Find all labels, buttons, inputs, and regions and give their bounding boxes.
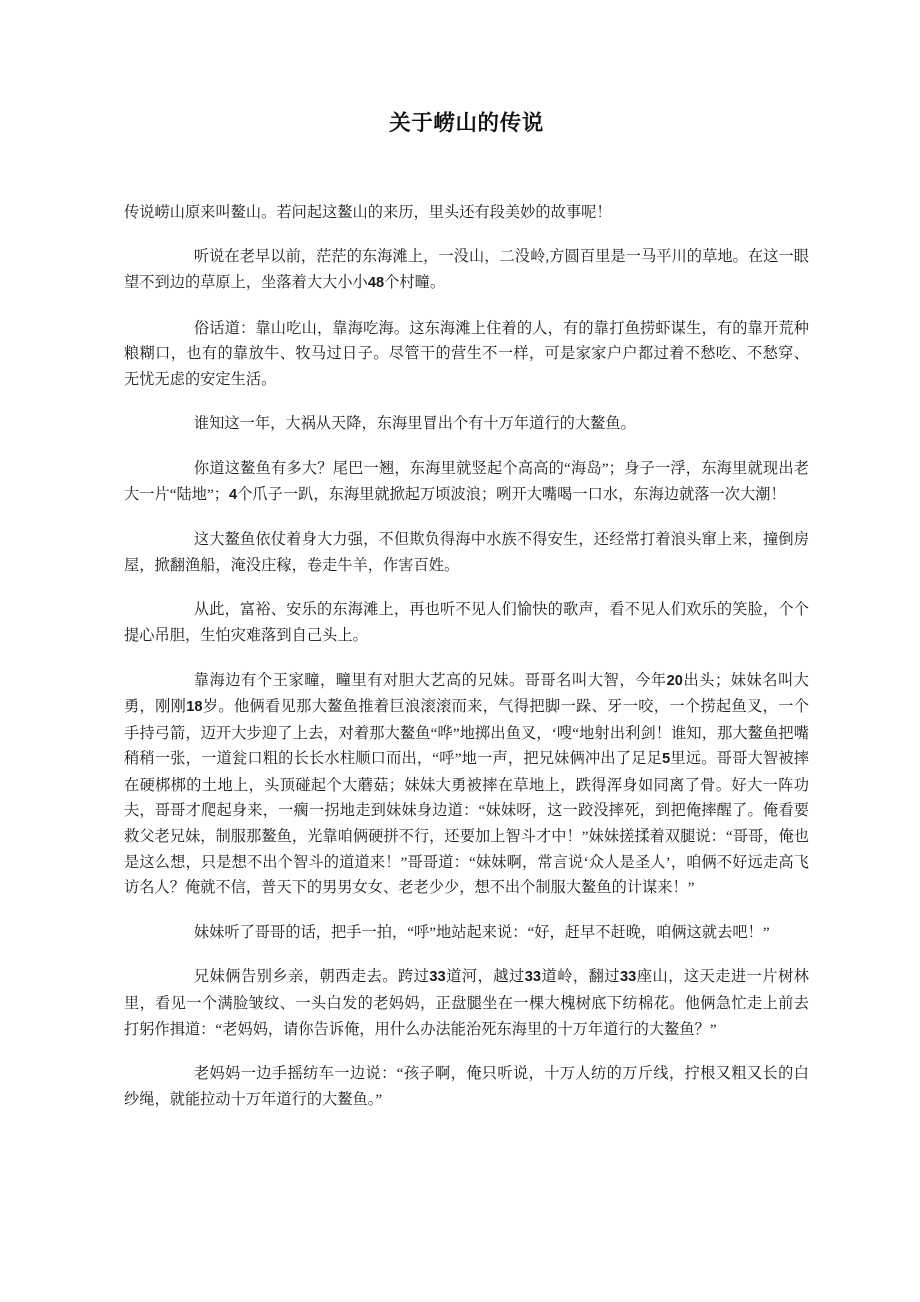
spacer — [124, 901, 809, 920]
numeral: 48 — [367, 274, 385, 291]
spacer — [124, 297, 809, 316]
spacer — [124, 508, 809, 527]
numeral: 4 — [229, 486, 238, 503]
spacer — [124, 945, 809, 964]
spacer — [124, 649, 809, 668]
paragraph-8: 靠海边有个王家疃，疃里有对胆大艺高的兄妹。哥哥名叫大智，今年20出头；妹妹名叫大勇，刚刚18岁。他俩看见那大鳌鱼推着巨浪滚滚而来，气得把脚一跺、牙一咬，一个捞起鱼叉，一个手持弓箭，迈开大步迎了上去，对着那大鳌鱼“哗”地掷出鱼叉，‘嗖“地射出利剑！谁知，那大鳌鱼把嘴稍稍一张，一道瓮口粗的长长水柱顺口而出，“呼”地一声，把兄妹俩冲出了足足5里远。哥哥大智被摔在硬梆梆的土地上，头顶碰起个大蘑菇；妹妹大勇被摔在草地上，跌得浑身如同离了骨。好大一阵功夫，哥哥才爬起身来，一瘸一拐地走到妹妹身边道：“妹妹呀，这一跤没摔死，到把俺摔醒了。俺看要救父老兄妹，制服那鳌鱼，光靠咱俩硬拼不行，还要加上智斗才中！”妹妹搓揉着双腿说：“哥哥，俺也是这么想，只是想不出个智斗的道道来！”哥哥道：“妹妹啊，常言说‘众人是圣人’，咱俩不好远走高飞访名人？俺就不信，普天下的男男女女、老老少少，想不出个制服大鳌鱼的计谋来！” — [124, 671, 810, 897]
spacer — [124, 578, 809, 597]
numeral: 5 — [662, 751, 671, 768]
numeral: 18 — [186, 699, 203, 716]
spacer — [124, 1042, 809, 1061]
page-title: 关于崂山的传说 — [389, 111, 544, 135]
document-content — [124, 0, 809, 1112]
paragraph-6: 这大鳌鱼依仗着身大力强，不但欺负得海中水族不得安生，还经常打着浪头窜上来，撞倒房屋，掀翻渔船，淹没庄稼，卷走牛羊，作害百姓。 — [124, 531, 809, 574]
paragraph-11: 老妈妈一边手摇纺车一边说：“孩子啊，俺只听说，十万人纺的万斤线，拧根又粗又长的白纱绳，就能拉动十万年道行的大鳌鱼。” — [124, 1065, 809, 1108]
spacer — [124, 392, 809, 411]
numeral: 33 — [429, 969, 446, 986]
numeral: 33 — [619, 969, 637, 986]
numeral: 33 — [524, 969, 542, 986]
paragraph-9: 妹妹听了哥哥的话，把手一拍，“呼”地站起来说：“好，赶早不赶晚，咱俩这就去吧！” — [193, 923, 770, 941]
numeral: 20 — [666, 672, 683, 689]
paragraph-10: 兄妹俩告别乡亲，朝西走去。跨过33道河，越过33道岭，翻过33座山，这天走进一片树林里，看见一个满脸皱纹、一头白发的老妈妈，正盘腿坐在一棵大槐树底下纺棉花。他俩急忙走上前去打躬作揖道：“老妈妈，请你告诉俺，用什么办法能治死东海里的十万年道行的大鳌鱼？” — [124, 968, 810, 1038]
spacer — [124, 225, 809, 244]
paragraph-1: 传说崂山原来叫鳌山。若问起这鳌山的来历，里头还有段美妙的故事呢！ — [124, 203, 612, 221]
paragraph-4: 谁知这一年，大祸从天降，东海里冒出个有十万年道行的大鳌鱼。 — [193, 415, 636, 433]
spacer — [124, 437, 809, 456]
paragraph-3: 俗话道：靠山吃山，靠海吃海。这东海滩上住着的人，有的靠打鱼捞虾谋生，有的靠开荒种粮糊口，也有的靠放牛、牧马过日子。尽管干的营生不一样，可是家家户户都过着不愁吃、不愁穿、无忧无虑的安定生活。 — [124, 319, 809, 388]
paragraph-7: 从此，富裕、安乐的东海滩上，再也听不见人们愉快的歌声，看不见人们欢乐的笑脸，个个提心吊胆，生怕灾难落到自己头上。 — [124, 601, 809, 644]
paragraph-5: 你道这鳌鱼有多大？尾巴一翘，东海里就竖起个高高的“海岛”；身子一浮，东海里就现出老大一片“陆地”；4个爪子一趴，东海里就掀起万顷波浪；咧开大嘴喝一口水，东海边就落一次大潮！ — [124, 459, 809, 503]
paragraph-2: 听说在老早以前，茫茫的东海滩上，一没山，二没岭,方圆百里是一马平川的草地。在这一眼望不到边的草原上，坐落着大大小小48个村疃。 — [124, 248, 809, 291]
spacer — [124, 137, 809, 156]
